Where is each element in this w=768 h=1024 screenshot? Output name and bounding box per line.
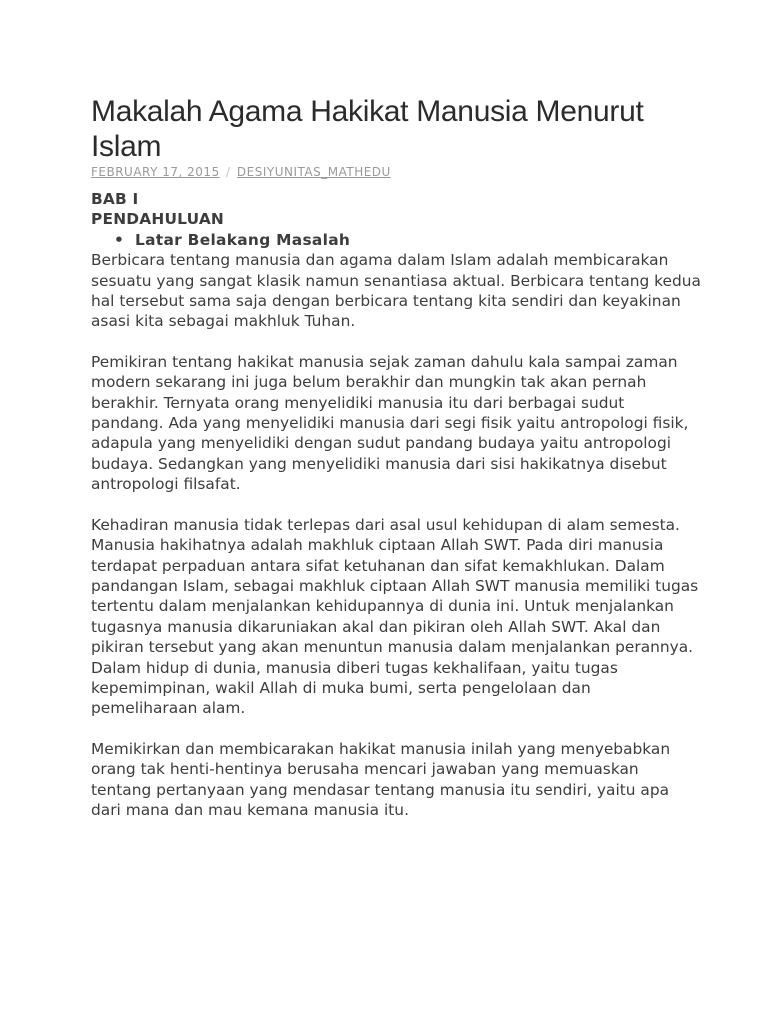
article <box>91 94 701 840</box>
paragraph: Berbicara tentang manusia dan agama dalam Islam adalah membicarakan sesuatu yang sangat klasik namun senantiasa aktual. Berbicara tentang kedua hal tersebut sama saja dengan berbicara tentang kita sendiri dan keyakinan asasi kita sebagai makhluk Tuhan. <box>91 251 701 331</box>
chapter-heading: BAB I <box>91 190 139 208</box>
article-body <box>91 189 701 820</box>
paragraph: Pemikiran tentang hakikat manusia sejak zaman dahulu kala sampai zaman modern sekarang ini juga belum berakhir dan mungkin tak akan pernah berakhir. Ternyata orang menyelidiki manusia itu dari berbagai sudut pandang. Ada yang menyelidiki manusia dari segi fisik yaitu antropologi fisik, adapula yang menyelidiki dengan sudut pandang budaya yaitu antropologi budaya. Sedangkan yang menyelidiki manusia dari sisi hakikatnya disebut antropologi filsafat. <box>91 352 689 494</box>
page-title: Makalah Agama Hakikat Manusia Menurut Islam <box>91 95 644 163</box>
section-heading: PENDAHULUAN <box>91 210 225 229</box>
list-item-text: Latar Belakang Masalah <box>135 230 351 249</box>
paragraph: Kehadiran manusia tidak terlepas dari asal usul kehidupan di alam semesta. Manusia hakihatnya adalah makhluk ciptaan Allah SWT. Pada diri manusia terdapat perpaduan antara sifat ketuhanan dan sifat kemakhlukan. Dalam pandangan Islam, sebagai makhluk ciptaan Allah SWT manusia memiliki tugas tertentu dalam menjalankan kehidupannya di dunia ini. Untuk menjalankan tugasnya manusia dikaruniakan akal dan pikiran oleh Allah SWT. Akal dan pikiran tersebut yang akan menuntun manusia dalam menjalankan perannya. Dalam hidup di dunia, manusia diberi tugas kekhalifaan, yaitu tugas kepemimpinan, wakil Allah di muka bumi, serta pengelolaan dan pemeliharaan alam. <box>91 515 699 718</box>
post-author-link[interactable]: DESIYUNITAS_MATHEDU <box>236 165 391 179</box>
list-item <box>91 230 701 250</box>
post-date-link[interactable]: FEBRUARY 17, 2015 <box>91 165 220 179</box>
bullet-list <box>91 230 701 250</box>
bullet-icon: • <box>114 230 125 249</box>
meta-separator: / <box>226 165 231 179</box>
post-meta <box>91 165 701 181</box>
paragraph: Memikirkan dan membicarakan hakikat manusia inilah yang menyebabkan orang tak henti-hentinya berusaha mencari jawaban yang memuaskan tentang pertanyaan yang mendasar tentang manusia itu sendiri, yaitu apa dari mana dan mau kemana manusia itu. <box>91 739 671 819</box>
